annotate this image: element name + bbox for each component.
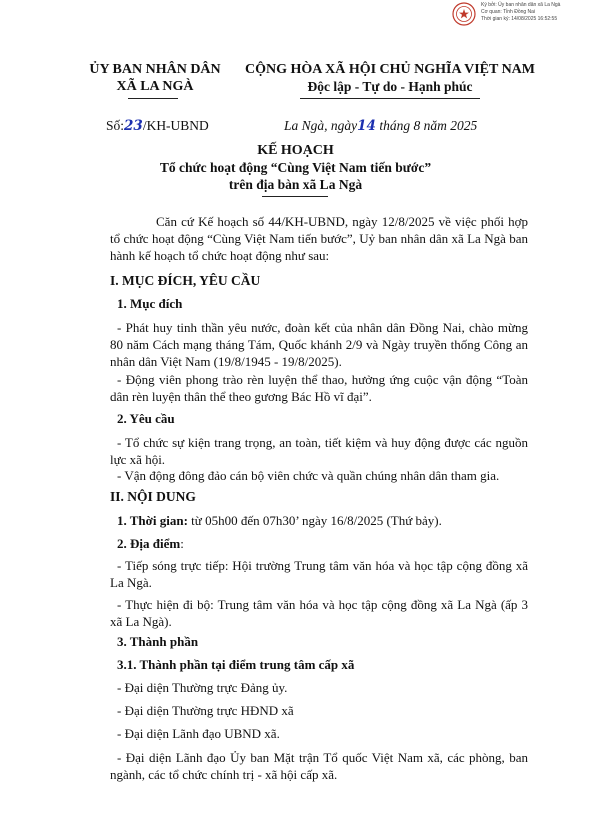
- signature-time: Thời gian ký: 14/08/2025 16:52:55: [481, 16, 558, 22]
- place-line: [117, 536, 184, 552]
- purpose-paragraph-1: - Phát huy tinh thần yêu nước, đoàn kết của nhân dân Đồng Nai, chào mừng 80 năm Cách mạng tháng Tám, Quốc khánh 2/9 và Ngày truyền thống Công an nhân dân Việt Nam (19/8/1945 - 19/8/2025).: [110, 320, 528, 369]
- document-type: KẾ HOẠCH: [257, 143, 334, 158]
- participant-4: - Đại diện Lãnh đạo Ủy ban Mặt trận Tổ quốc Việt Nam xã, các phòng, ban ngành, các tổ chức chính trị - xã hội cấp xã.: [110, 750, 528, 782]
- document-number: [106, 118, 209, 134]
- country-name: CỘNG HÒA XÃ HỘI CHỦ NGHĨA VIỆT NAM: [244, 62, 535, 77]
- date-day-handwritten: 14: [357, 118, 376, 134]
- place-paragraph-2: - Thực hiện đi bộ: Trung tâm văn hóa và học tập cộng đồng xã La Ngà (ấp 3 xã La Ngà).: [110, 597, 528, 629]
- time-label: 1. Thời gian:: [117, 513, 188, 528]
- title-line1: Tổ chức hoạt động “Cùng Việt Nam tiến bước”: [159, 160, 432, 175]
- national-emblem-seal-icon: [452, 2, 476, 26]
- section-2-3-1-heading: 3.1. Thành phần tại điểm trung tâm cấp xã: [117, 657, 355, 672]
- date-suffix: tháng 8 năm 2025: [379, 118, 478, 133]
- time-value: từ 05h00 đến 07h30’ ngày 16/8/2025 (Thứ bảy).: [187, 513, 442, 528]
- doc-number-handwritten: 23: [124, 118, 143, 134]
- requirement-paragraph-2: - Vận động đông đảo cán bộ viên chức và quần chúng nhân dân tham gia.: [117, 468, 500, 483]
- date-prefix: La Ngà, ngày: [284, 118, 358, 133]
- motto-underline: [300, 98, 480, 99]
- national-motto: Độc lập - Tự do - Hạnh phúc: [307, 79, 473, 94]
- place-paragraph-1: - Tiếp sóng trực tiếp: Hội trường Trung tâm văn hóa và học tập cộng đồng xã La Ngà.: [110, 558, 528, 590]
- agency-line1: ỦY BAN NHÂN DÂN: [89, 62, 221, 77]
- agency-underline: [128, 98, 178, 99]
- section-1-heading: I. MỤC ĐÍCH, YÊU CẦU: [110, 273, 261, 288]
- section-2-heading: II. NỘI DUNG: [110, 489, 196, 504]
- doc-number-suffix: /KH-UBND: [142, 118, 209, 133]
- title-line2: trên địa bàn xã La Ngà: [228, 177, 363, 192]
- agency-line2: XÃ LA NGÀ: [116, 79, 194, 94]
- place-colon: :: [180, 536, 184, 551]
- requirement-paragraph-1: - Tổ chức sự kiện trang trọng, an toàn, tiết kiệm và huy động được các nguồn lực xã hội.: [110, 435, 528, 467]
- time-line: [117, 513, 442, 529]
- participant-1: - Đại diện Thường trực Đảng ủy.: [117, 680, 288, 695]
- place-label: 2. Địa điểm: [117, 536, 181, 551]
- signature-signer: Ký bởi: Ủy ban nhân dân xã La Ngà: [481, 2, 561, 8]
- title-underline: [262, 196, 328, 197]
- participant-3: - Đại diện Lãnh đạo UBND xã.: [117, 726, 280, 741]
- doc-number-prefix: Số:: [106, 118, 125, 133]
- participant-2: - Đại diện Thường trực HĐND xã: [117, 703, 294, 718]
- section-1-2-heading: 2. Yêu cầu: [117, 411, 175, 426]
- section-1-1-heading: 1. Mục đích: [117, 296, 183, 311]
- document-date: [284, 118, 477, 134]
- intro-paragraph: Căn cứ Kế hoạch số 44/KH-UBND, ngày 12/8/2025 về việc phối hợp tổ chức hoạt động “Cùng Việt Nam tiến bước”, Uỷ ban nhân dân xã La Ngà ban hành kế hoạch tổ chức hoạt động như sau:: [110, 214, 528, 263]
- section-2-3-heading: 3. Thành phần: [117, 634, 199, 649]
- purpose-paragraph-2: - Động viên phong trào rèn luyện thể thao, hưởng ứng cuộc vận động “Toàn dân rèn luyện thân thể theo gương Bác Hồ vĩ đại”.: [110, 372, 528, 404]
- signature-agency: Cơ quan: Tỉnh Đồng Nai: [481, 9, 536, 15]
